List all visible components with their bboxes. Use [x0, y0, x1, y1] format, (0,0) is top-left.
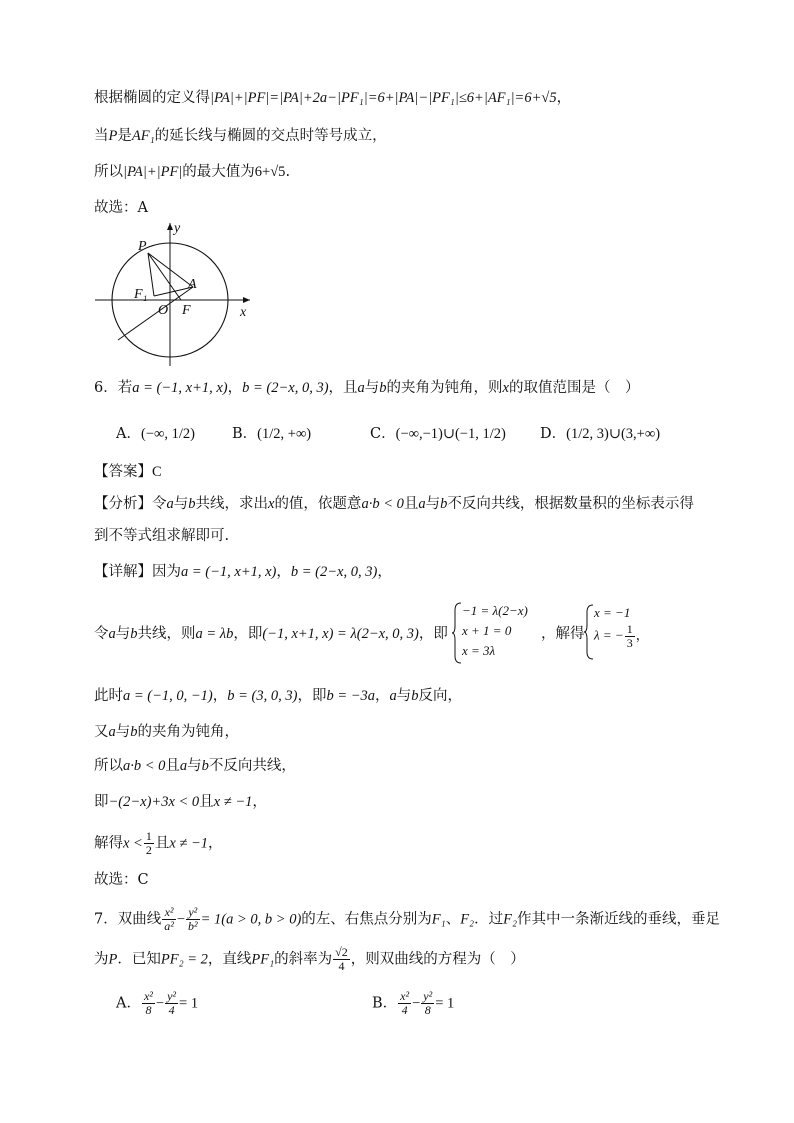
detail-line-1: 【详解】因为a = (−1, x+1, x)，b = (2−x, 0, 3)，: [94, 564, 392, 580]
detail-line-5: 所以a·b < 0且a与b不反向共线，: [94, 758, 296, 774]
question-7-line-1: 7．双曲线 $\frac{\text{x²}}{\text{a²}}$ − $\frac{\text{y²}}{\text{b²}}$ = 1(a > 0, b > 0)的左、右焦点分别为F₁、F₂．过F₂作其中一条渐近线的垂线，垂足: [94, 905, 720, 933]
detail-line-4: 又a与b的夹角为钝角，: [94, 724, 239, 740]
brace-icon: [452, 602, 462, 664]
solution-line-1: 根据椭圆的定义得|PA|+|PF|=|PA|+2a−|PF₁|=6+|PA|−|PF₁|≤6+|AF₁|=6+√5，: [94, 90, 572, 106]
detail-line-6: 即−(2−x)+3x < 0且x ≠ −1，: [94, 794, 267, 810]
detail-line-2: 令a与b共线，则a = λb，即(−1, x+1, x) = λ(2−x, 0, 3)，即: [94, 626, 448, 642]
svg-text:x: x: [240, 305, 247, 320]
ellipse-figure: [90, 218, 260, 368]
svg-text:F₁: F₁: [134, 287, 148, 302]
detail-line-7: 解得x < $\frac{1}{2}$ 且x ≠ −1，: [94, 829, 223, 857]
answer-tag: 【答案】: [94, 464, 152, 480]
option-a: A．(−∞, 1/2): [116, 426, 195, 442]
math-expression: |PA|+|PF|=|PA|+2a−|PF₁|=6+|PA|−|PF₁|≤6+|AF₁|=6+√5: [210, 90, 557, 106]
answer-line: 【答案】C: [94, 464, 162, 480]
question-6-stem: 6．若a = (−1, x+1, x)，b = (2−x, 0, 3)，且a与b的夹角为钝角，则x的取值范围是（ ）: [94, 380, 640, 396]
equation-system-1: −1 = λ(2−x) x + 1 = 0 x = 3λ: [462, 603, 528, 658]
option-b: B．(1/2, +∞): [232, 426, 312, 442]
analysis-line-2: 到不等式组求解即可.: [94, 528, 230, 544]
analysis-tag: 【分析】: [94, 496, 152, 512]
analysis-line-1: 【分析】令a与b共线，求出x的值，依题意a·b < 0且a与b不反向共线，根据数量积的坐标表示得: [94, 496, 694, 512]
q7-option-b: B． $\frac{\text{x²}}{4}$ − $\frac{\text{y²}}{8}$ = 1: [372, 989, 455, 1017]
choose-line-c: 故选：C: [94, 872, 149, 888]
svg-text:y: y: [174, 221, 181, 236]
q7-option-a: A． $\frac{\text{x²}}{8}$ − $\frac{\text{y²}}{4}$ = 1: [116, 989, 199, 1017]
svg-text:O: O: [158, 303, 169, 318]
svg-text:P: P: [138, 239, 147, 254]
equation-system-2: x = −1 λ = − $\frac{1}{3}$ ，: [594, 605, 649, 650]
detail-line-3: 此时a = (−1, 0, −1)，b = (3, 0, 3)，即b = −3a，a与b反向，: [94, 688, 463, 704]
option-c: C．(−∞,−1)∪(−1, 1/2): [370, 426, 506, 442]
solution-line-3: 所以|PA|+|PF|的最大值为6+√5.: [94, 164, 291, 180]
detail-tag: 【详解】: [94, 564, 152, 580]
solution-line-2: 当P是AF₁的延长线与椭圆的交点时等号成立，: [94, 128, 387, 144]
svg-text:A: A: [188, 277, 197, 292]
question-7-line-2: 为P．已知PF₂ = 2，直线PF₁的斜率为 $\frac{√2}{4}$ ，则双曲线的方程为（ ）: [94, 945, 525, 973]
brace-icon: [584, 604, 594, 660]
choose-line-a: 故选：A: [94, 200, 148, 216]
svg-text:F: F: [182, 303, 191, 318]
solve-label: ，解得: [541, 626, 585, 642]
option-d: D．(1/2, 3)∪(3,+∞): [540, 426, 661, 442]
